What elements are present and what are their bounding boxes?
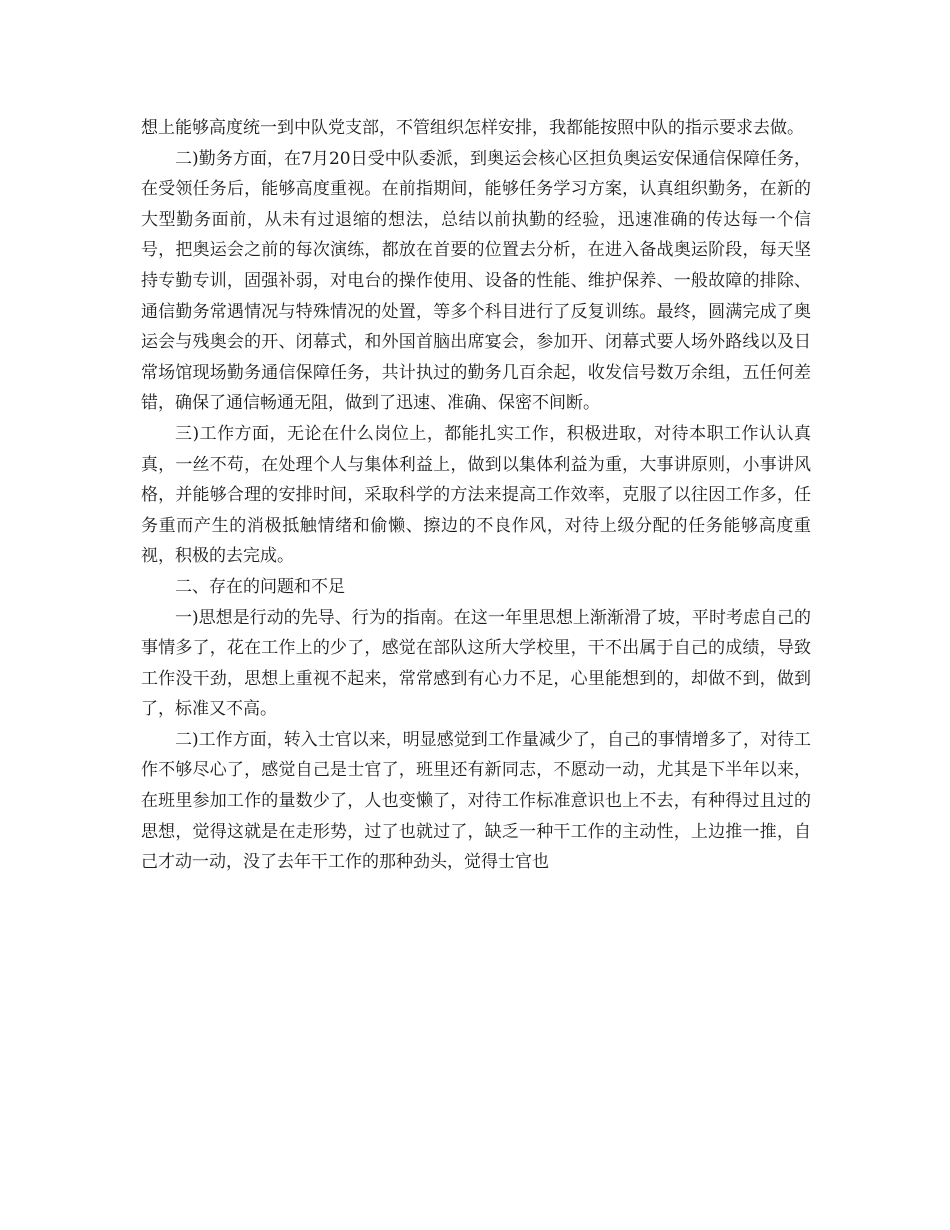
paragraph-4: 一)思想是行动的先导、行为的指南。在这一年里思想上渐渐滑了坡，平时考虑自己的事情多了，花在工作上的少了，感觉在部队这所大学校里，干不出属于自己的成绩，导致工作没干劲，思想上重视不起来，常常感到有心力不足，心里能想到的，却做不到，做到了，标准又不高。	[141, 607, 811, 720]
section-heading: 二、存在的问题和不足	[175, 576, 345, 597]
paragraph-2: 二)勤务方面，在7月20日受中队委派，到奥运会核心区担负奥运安保通信保障任务，在受领任务后，能够高度重视。在前指期间，能够任务学习方案，认真组织勤务，在新的大型勤务面前，从未有过退缩的想法，总结以前执勤的经验，迅速准确的传达每一个信号，把奥运会之前的每次演练，都放在首要的位置去分析，在进入备战奥运阶段，每天坚持专勤专训，固强补弱，对电台的操作使用、设备的性能、维护保养、一般故障的排除、通信勤务常遇情况与特殊情况的处置，等多个科目进行了反复训练。最终，圆满完成了奥运会与残奥会的开、闭幕式，和外国首脑出席宴会，参加开、闭幕式要人场外路线以及日常场馆现场勤务通信保障任务，共计执过的勤务几百余起，收发信号数万余组，五任何差错，确保了通信畅通无阻，做到了迅速、准确、保密不间断。	[141, 148, 811, 414]
document-page	[141, 113, 811, 878]
paragraph-3: 三)工作方面，无论在什么岗位上，都能扎实工作，积极进取，对待本职工作认认真真，一丝不苟，在处理个人与集体利益上，做到以集体利益为重，大事讲原则，小事讲风格，并能够合理的安排时间，采取科学的方法来提高工作效率，克服了以往因工作多，任务重而产生的消极抵触情绪和偷懒、擦边的不良作风，对待上级分配的任务能够高度重视，积极的去完成。	[141, 423, 811, 567]
paragraph-1: 想上能够高度统一到中队党支部，不管组织怎样安排，我都能按照中队的指示要求去做。	[141, 118, 804, 138]
paragraph-5: 二)工作方面，转入士官以来，明显感觉到工作量减少了，自己的事情增多了，对待工作不够尽心了，感觉自己是士官了，班里还有新同志，不愿动一动，尤其是下半年以来，在班里参加工作的量数少了，人也变懒了，对待工作标准意识也上不去，有种得过且过的思想，觉得这就是在走形势，过了也就过了，缺乏一种干工作的主动性，上边推一推，自己才动一动，没了去年干工作的那种劲头，觉得士官也	[141, 729, 811, 873]
